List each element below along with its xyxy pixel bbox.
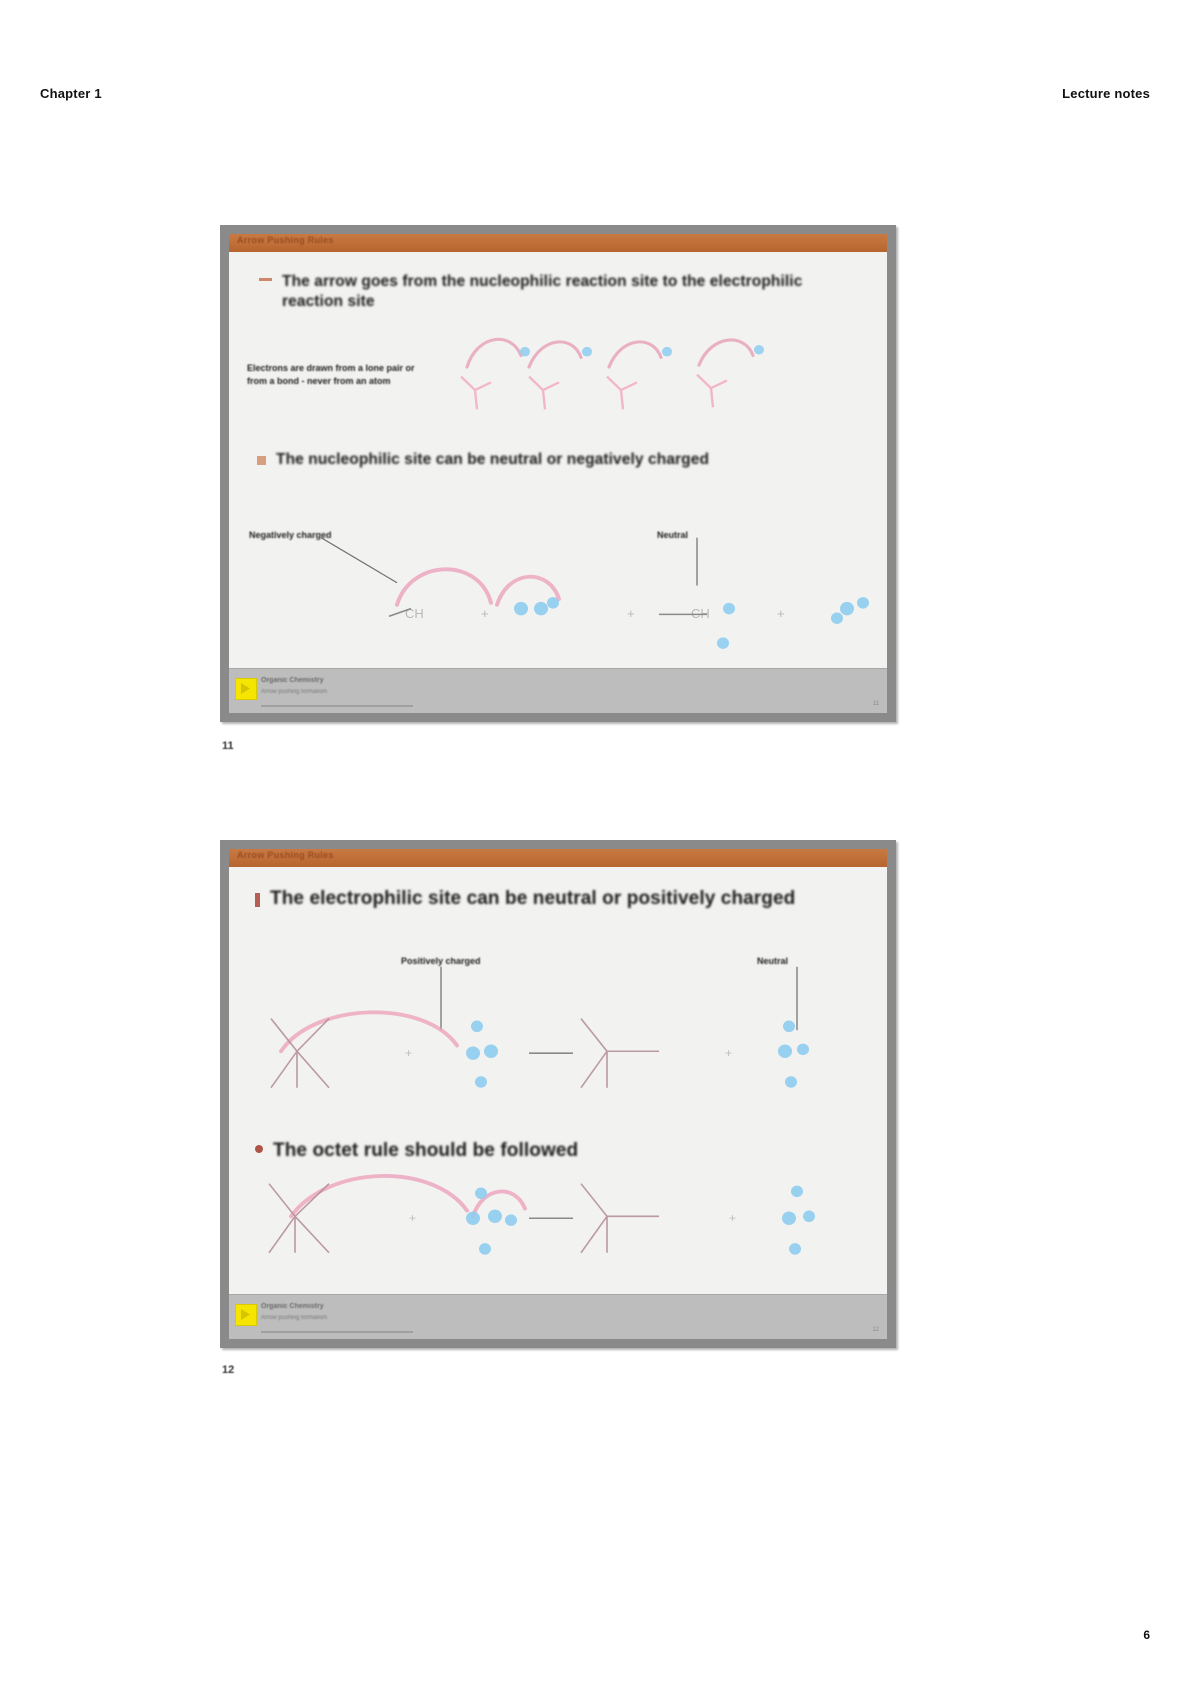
header-left-text: Chapter 1 [40,86,102,101]
slide-2-footer-sub: Arrow pushing formalism [261,1315,328,1321]
slide-2-note-neutral: Neutral [757,956,789,966]
slide-2-bullet-1-text: The electrophilic site can be neutral or positively charged [270,888,796,909]
slide-1-body [229,252,887,669]
slide-2-footer-page: 12 [872,1327,879,1333]
presentation-logo-icon [235,1304,257,1326]
page-number: 6 [1143,1628,1150,1642]
presentation-logo-icon [235,678,257,700]
slide-2-body [229,867,887,1295]
slide-2-bullet-2-text: The octet rule should be followed [273,1140,579,1161]
slide-1-bullet-2 [257,450,817,470]
slide-1-bullet-1-text: The arrow goes from the nucleophilic reaction site to the electrophilic reaction site [282,273,803,310]
svg-text:CH: CH [691,606,710,622]
slide-1-footer-label: Organic Chemistry [261,677,324,684]
slide-2-title: Arrow Pushing Rules [237,850,334,860]
dot-marker-icon [255,1145,263,1153]
slide-2-footer-rule [261,1331,413,1333]
slide-1-footer [229,668,887,713]
slide-thumbnail-2[interactable] [220,840,896,1348]
dash-marker-icon [259,278,272,281]
slide-2-note-positive: Positively charged [401,956,481,966]
svg-text:+: + [729,1212,737,1226]
tall-marker-icon [255,893,260,907]
slide-2-title-bar [229,849,887,867]
slide-1-bullet-2-text: The nucleophilic site can be neutral or negatively charged [276,451,710,468]
svg-text:+: + [409,1212,417,1226]
slide-1-footer-page: 11 [872,701,879,707]
svg-text:+: + [405,1047,413,1060]
slide-1-caption: 11 [222,740,234,752]
slide-thumbnail-1[interactable] [220,225,896,722]
slide-1-note-electrons: Electrons are drawn from a lone pair or from a bond - never from an atom [247,363,415,387]
slide-1-title: Arrow Pushing Rules [237,235,334,245]
slide-1-inner [229,234,887,713]
slide-1-footer-rule [261,705,413,707]
slide-1-title-bar [229,234,887,252]
svg-text:+: + [725,1047,733,1060]
svg-text:+: + [481,606,489,622]
svg-text:CH: CH [405,606,424,622]
slide-2-bullet-1 [255,887,865,911]
svg-text:+: + [776,606,785,622]
header-right-text: Lecture notes [1062,86,1150,101]
slide-2-footer-label: Organic Chemistry [261,1303,324,1310]
svg-text:+: + [627,606,635,622]
slide-2-footer [229,1294,887,1339]
slide-1-note-neutral: Neutral [657,530,689,540]
slide-1-note-negative: Negatively charged [249,530,332,540]
slide-2-inner [229,849,887,1339]
page-header [0,86,1190,106]
slide-2-bullet-2 [255,1139,855,1163]
slide-1-bullet-1 [259,272,859,312]
slide-1-footer-sub: Arrow pushing formalism [261,689,328,695]
slide-2-chemistry-diagram [229,867,887,1295]
square-marker-icon [257,456,266,465]
slide-2-caption: 12 [222,1364,235,1376]
